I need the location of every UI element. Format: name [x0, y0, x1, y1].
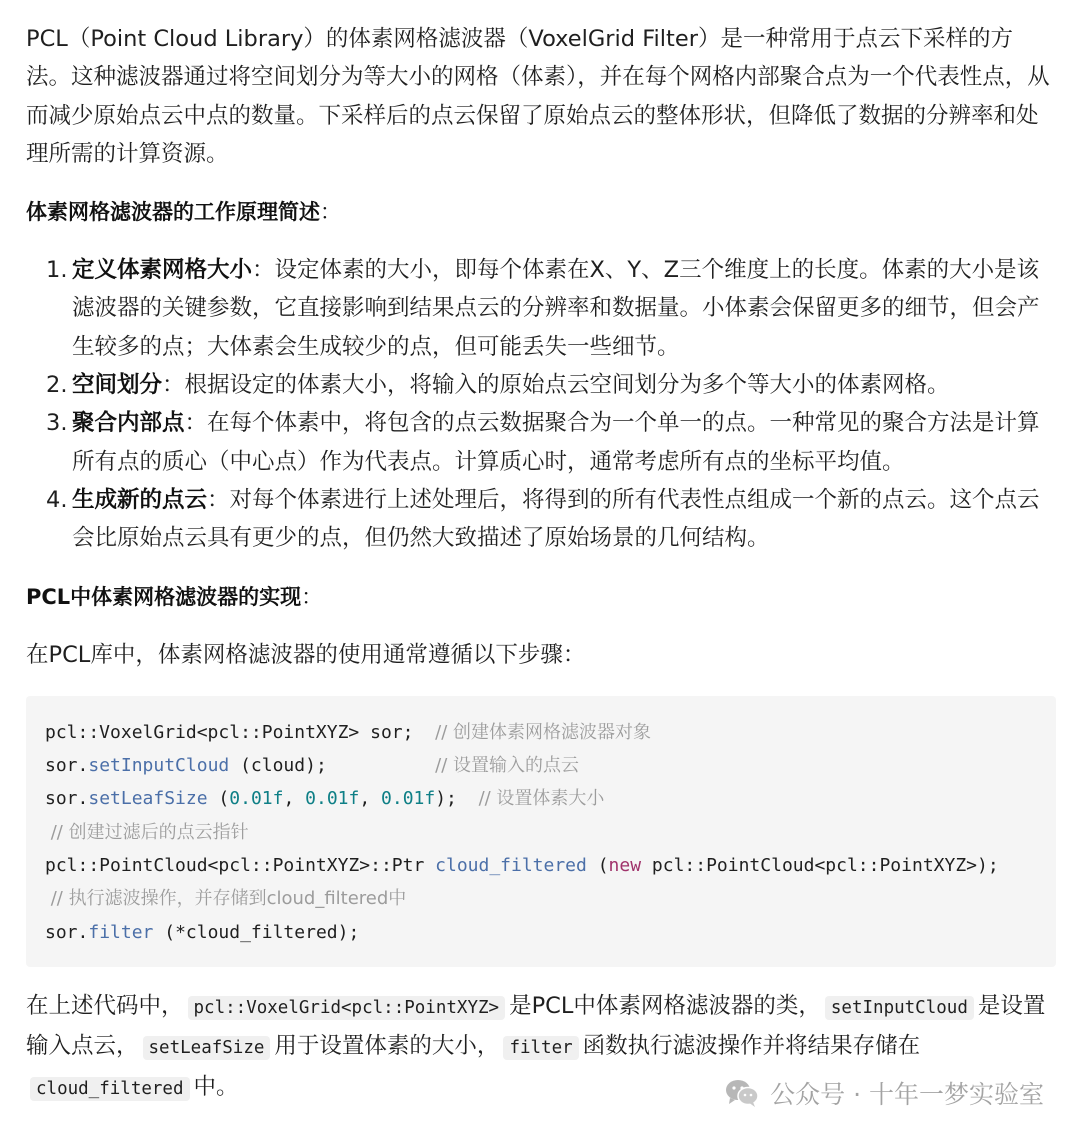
- intro-paragraph: PCL（Point Cloud Library）的体素网格滤波器（VoxelGrid Filter）是一种常用于点云下采样的方法。这种滤波器通过将空间划分为等大小的网格（体素），并在每个网格内部聚合点为一个代表性点，从而减少原始点云中点的数量。下采样后的点云保留了原始点云的整体形状，但降低了数据的分辨率和处理所需的计算资源。: [26, 26, 1050, 167]
- list-item: [26, 251, 1056, 366]
- code-comment: // 创建过滤后的点云指针: [45, 821, 249, 843]
- summary-text: 在上述代码中，: [26, 992, 184, 1019]
- code-line: [45, 882, 1038, 915]
- list-term: 定义体素网格大小: [72, 257, 253, 284]
- section-heading-principle: [26, 193, 1056, 231]
- code-text: pcl::PointCloud<pcl::PointXYZ>::Ptr: [45, 855, 436, 877]
- code-keyword: new: [608, 855, 642, 877]
- list-term: 空间划分: [72, 372, 163, 399]
- inline-code: filter: [503, 1036, 578, 1060]
- heading-colon: ：: [301, 584, 323, 609]
- summary-text: 中。: [193, 1073, 239, 1100]
- code-text: (*cloud_filtered);: [153, 921, 360, 943]
- list-body: ：在每个体素中，将包含的点云数据聚合为一个单一的点。一种常见的聚合方法是计算所有点的质心（中心点）作为代表点。计算质心时，通常考虑所有点的坐标平均值。: [72, 410, 1040, 475]
- code-line: [45, 816, 1038, 849]
- code-line: [45, 849, 1038, 882]
- list-number: 2.: [46, 372, 68, 399]
- heading-text: 体素网格滤波器的工作原理简述: [26, 200, 320, 225]
- list-item: [26, 404, 1056, 481]
- steps-list: [26, 251, 1056, 557]
- code-function: setLeafSize: [88, 788, 208, 810]
- code-comment: // 设置输入的点云: [435, 755, 580, 777]
- summary-text: 是设置输入点云，: [26, 992, 1046, 1060]
- list-body: ：设定体素的大小，即每个体素在X、Y、Z三个维度上的长度。体素的大小是该滤波器的关键参数，它直接影响到结果点云的分辨率和数据量。小体素会保留更多的细节，但会产生较多的点；大体素会生成较少的点，但可能丢失一些细节。: [72, 257, 1040, 360]
- inline-code: pcl::VoxelGrid<pcl::PointXYZ>: [188, 996, 506, 1020]
- code-text: sor.: [45, 921, 89, 943]
- list-item: [26, 366, 1056, 404]
- inline-code: setInputCloud: [825, 996, 974, 1020]
- code-line: [45, 749, 1038, 782]
- code-number: 0.01f: [381, 788, 436, 810]
- code-comment: // 设置体素大小: [478, 788, 605, 810]
- code-text: pcl::PointCloud<pcl::PointXYZ>);: [641, 855, 999, 877]
- code-line: [45, 782, 1038, 815]
- code-block[interactable]: [26, 696, 1056, 967]
- list-number: 1.: [46, 257, 68, 284]
- code-function: filter: [88, 921, 154, 943]
- code-text: ,: [359, 788, 382, 810]
- code-number: 0.01f: [229, 788, 284, 810]
- code-number: 0.01f: [305, 788, 360, 810]
- list-term: 聚合内部点: [72, 410, 185, 437]
- lead-paragraph: 在PCL库中，体素网格滤波器的使用通常遵循以下步骤：: [26, 641, 586, 668]
- code-line: [45, 916, 1038, 949]
- inline-code: setLeafSize: [143, 1036, 271, 1060]
- list-body: ：根据设定的体素大小，将输入的原始点云空间划分为多个等大小的体素网格。: [162, 372, 950, 399]
- summary-text: 用于设置体素的大小，: [274, 1033, 500, 1060]
- code-line: [45, 716, 1038, 749]
- code-text: sor.: [45, 788, 89, 810]
- code-function: setInputCloud: [88, 755, 230, 777]
- code-text: ,: [283, 788, 306, 810]
- list-item: [26, 481, 1056, 558]
- code-text: );: [435, 788, 479, 810]
- summary-text: 是PCL中体素网格滤波器的类，: [509, 992, 821, 1019]
- watermark: [724, 1075, 1044, 1111]
- code-variable: cloud_filtered: [435, 855, 587, 877]
- heading-text: PCL中体素网格滤波器的实现: [26, 584, 302, 609]
- list-body: ：对每个体素进行上述处理后，将得到的所有代表性点组成一个新的点云。这个点云会比原始点云具有更少的点，但仍然大致描述了原始场景的几何结构。: [72, 486, 1040, 552]
- watermark-text: 公众号 · 十年一梦实验室: [770, 1080, 1044, 1109]
- code-comment: // 创建体素网格滤波器对象: [435, 721, 651, 743]
- section-heading-implementation: [26, 578, 1056, 616]
- code-text: pcl::VoxelGrid<pcl::PointXYZ> sor;: [45, 721, 436, 743]
- code-text: (: [586, 855, 609, 877]
- list-term: 生成新的点云: [72, 486, 208, 513]
- summary-text: 函数执行滤波操作并将结果存储在: [582, 1033, 921, 1060]
- heading-colon: ：: [320, 200, 341, 225]
- code-text: sor.: [45, 755, 89, 777]
- wechat-icon: [724, 1077, 760, 1109]
- list-number: 4.: [46, 486, 68, 513]
- list-number: 3.: [46, 410, 68, 437]
- article: [26, 20, 1056, 1108]
- inline-code: cloud_filtered: [30, 1077, 190, 1101]
- code-text: (: [207, 788, 230, 810]
- code-comment: // 执行滤波操作，并存储到cloud_filtered中: [45, 888, 407, 910]
- code-text: (cloud);: [229, 755, 436, 777]
